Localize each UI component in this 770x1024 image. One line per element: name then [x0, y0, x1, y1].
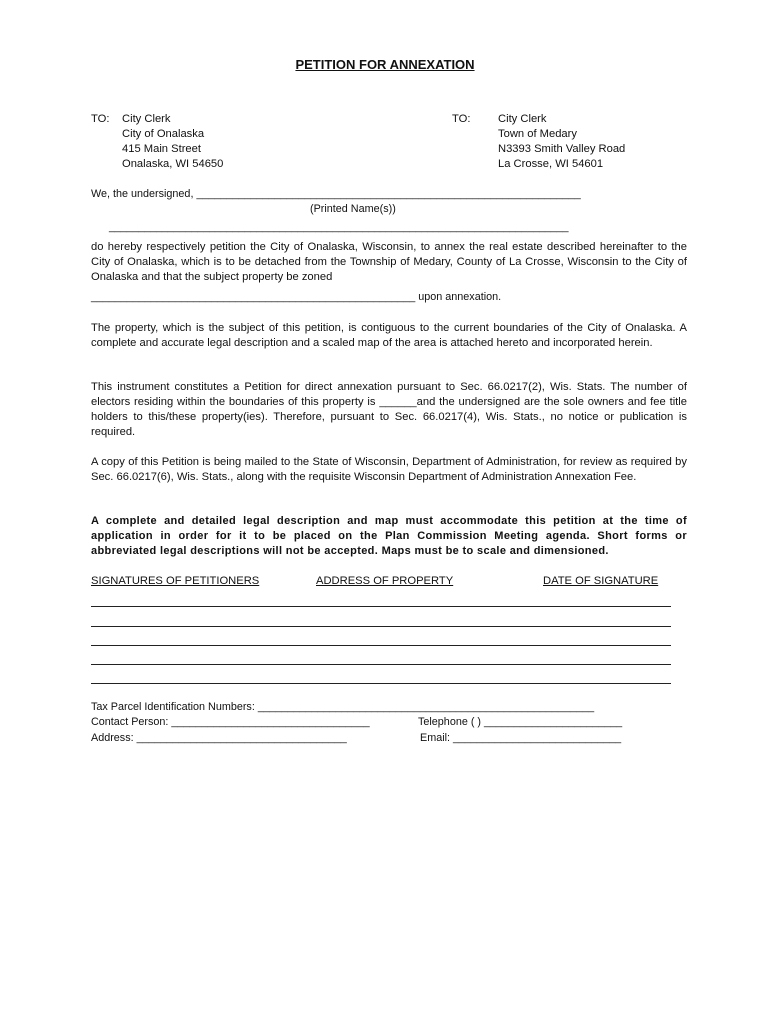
signature-line[interactable]: [91, 645, 671, 646]
telephone-field[interactable]: Telephone ( ) _______________________: [418, 716, 623, 728]
signature-line[interactable]: [91, 664, 671, 665]
mailing-paragraph: A copy of this Petition is being mailed to the State of Wisconsin, Department of Administration, for review as required by Sec. 66.0217(6), Wis. Stats., along with the requisite Wisconsin Department of Administration Annexation Fee.: [91, 456, 687, 483]
petition-paragraph: do hereby respectively petition the City of Onalaska, Wisconsin, to annex the real estate described hereinafter to the City of Onalaska, which is to be detached from the Township of Medary, County of La Crosse, Wisconsin to the City of Onalaska and that the subject property be zoned: [91, 241, 687, 283]
email-field[interactable]: Email: ____________________________: [420, 732, 622, 744]
address-line: N3393 Smith Valley Road: [498, 143, 626, 155]
tax-parcel-field[interactable]: Tax Parcel Identification Numbers: ________________________________________________________: [91, 701, 595, 713]
address-field[interactable]: Address: ___________________________________: [91, 732, 347, 744]
address-line: La Crosse, WI 54601: [498, 158, 604, 170]
address-line: 415 Main Street: [122, 143, 201, 155]
to-address-right: [498, 112, 625, 172]
zoned-line[interactable]: ______________________________________________________ upon annexation.: [91, 291, 502, 303]
document-title: PETITION FOR ANNEXATION: [295, 57, 475, 72]
address-line: City of Onalaska: [122, 128, 205, 140]
printed-names-caption: (Printed Name(s)): [310, 203, 396, 215]
contiguous-paragraph: The property, which is the subject of this petition, is contiguous to the current boundaries of the City of Onalaska. A complete and accurate legal description and a scaled map of the area is attached hereto and incorporated herein.: [91, 322, 687, 349]
printed-names-blank[interactable]: ______________________________________________________________________________: [109, 221, 569, 233]
signature-line[interactable]: [91, 626, 671, 627]
address-header: ADDRESS OF PROPERTY: [316, 575, 454, 587]
to-address-left: [122, 112, 223, 172]
direct-annexation-paragraph: This instrument constitutes a Petition for direct annexation pursuant to Sec. 66.0217(2), Wis. Stats. The number of electors residing within the boundaries of this property is ______and the undersigned are the sole owners and fee title holders to this/these property(ies). Therefore, pursuant to Sec. 66.0217(4), Wis. Stats., no notice or publication is required.: [91, 381, 687, 438]
date-header: DATE OF SIGNATURE: [543, 575, 659, 587]
address-line: City Clerk: [498, 113, 547, 125]
signature-line[interactable]: [91, 606, 671, 607]
to-label-right: TO:: [452, 113, 471, 125]
undersigned-line[interactable]: We, the undersigned, ________________________________________________________________: [91, 188, 581, 200]
legal-description-notice: A complete and detailed legal description and map must accommodate this petition at the time of application in order for it to be placed on the Plan Commission Meeting agenda. Short forms or abbreviated legal descriptions will not be accepted. Maps must be to scale and dimensioned.: [91, 515, 687, 557]
contact-person-field[interactable]: Contact Person: _________________________________: [91, 716, 370, 728]
address-line: Onalaska, WI 54650: [122, 158, 224, 170]
address-line: City Clerk: [122, 113, 171, 125]
to-label-left: TO:: [91, 113, 110, 125]
signature-line[interactable]: [91, 683, 671, 684]
signatures-header: SIGNATURES OF PETITIONERS: [91, 575, 260, 587]
address-line: Town of Medary: [498, 128, 577, 140]
